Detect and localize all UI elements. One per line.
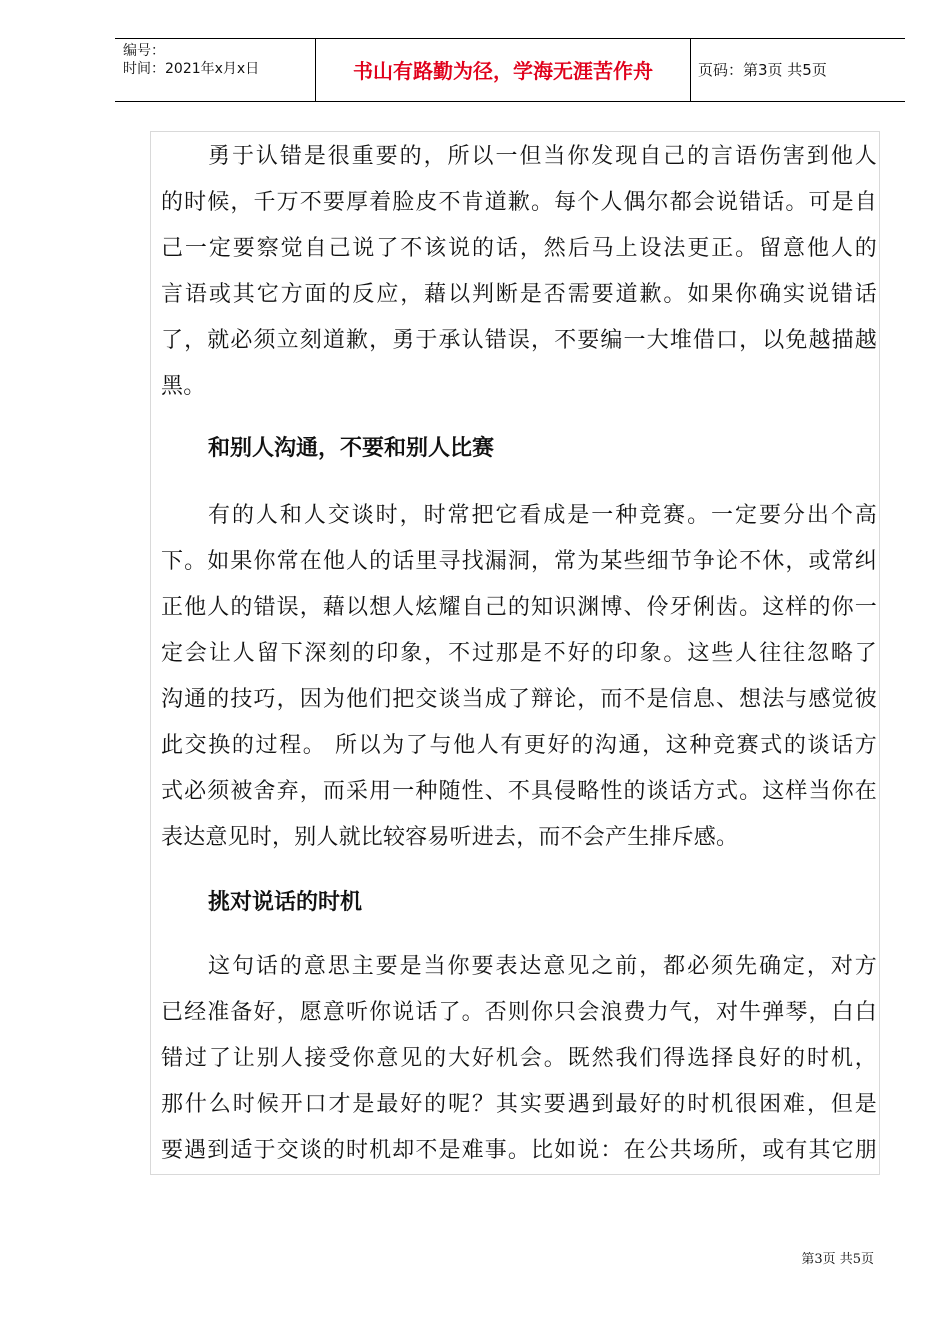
text-line: 己一定要察觉自己说了不该说的话，然后马上设法更正。留意他人的: [161, 236, 877, 261]
text-line: 言语或其它方面的反应，藉以判断是否需要道歉。如果你确实说错话: [161, 282, 877, 307]
page-header: [115, 38, 905, 102]
document-time-label: 时间：2021年x月x日: [123, 61, 260, 77]
page-footer: 第3页 共5页: [801, 1252, 874, 1267]
text-line: 定会让人留下深刻的印象，不过那是不好的印象。这些人往往忽略了: [161, 641, 877, 666]
paragraph: [161, 493, 877, 861]
text-line: 已经准备好，愿意听你说话了。否则你只会浪费力气，对牛弹琴，白白: [161, 1000, 877, 1025]
header-motto: 书山有路勤为径，学海无涯苦作舟: [353, 59, 653, 83]
text-line: 式必须被舍弃，而采用一种随性、不具侵略性的谈话方式。这样当你在: [161, 779, 877, 804]
header-motto-cell: [315, 39, 691, 101]
text-line: 沟通的技巧，因为他们把交谈当成了辩论，而不是信息、想法与感觉彼: [161, 687, 877, 712]
text-line: 此交换的过程。 所以为了与他人有更好的沟通，这种竞赛式的谈话方: [161, 733, 877, 758]
text-line: 正他人的错误，藉以想人炫耀自己的知识渊博、伶牙俐齿。这样的你一: [161, 595, 877, 620]
header-page-code: 页码：第3页 共5页: [698, 61, 827, 79]
text-line: 要遇到适于交谈的时机却不是难事。比如说：在公共场所，或有其它朋: [161, 1138, 877, 1163]
text-line: 表达意见时，别人就比较容易听进去，而不会产生排斥感。: [161, 825, 739, 850]
text-line: 错过了让别人接受你意见的大好机会。既然我们得选择良好的时机，: [161, 1046, 877, 1071]
text-line: 勇于认错是很重要的，所以一但当你发现自己的言语伤害到他人: [208, 144, 877, 169]
document-number-label: 编号：: [123, 43, 165, 59]
paragraph: [161, 944, 877, 1174]
content-frame: [150, 131, 880, 1175]
text-line: 了，就必须立刻道歉，勇于承认错误，不要编一大堆借口，以免越描越: [161, 328, 877, 353]
section-heading: 挑对说话的时机: [208, 890, 363, 915]
text-line: 的时候，千万不要厚着脸皮不肯道歉。每个人偶尔都会说错话。可是自: [161, 190, 877, 215]
text-line: 下。如果你常在他人的话里寻找漏洞，常为某些细节争论不休，或常纠: [161, 549, 877, 574]
paragraph: [161, 134, 877, 410]
text-line: 有的人和人交谈时，时常把它看成是一种竞赛。一定要分出个高: [208, 503, 877, 528]
header-meta: [115, 39, 315, 101]
text-line: 黑。: [161, 374, 206, 399]
text-line: 这句话的意思主要是当你要表达意见之前，都必须先确定，对方: [208, 954, 877, 979]
text-line: 那什么时候开口才是最好的呢？其实要遇到最好的时机很困难，但是: [161, 1092, 877, 1117]
header-page-cell: [690, 39, 905, 101]
section-heading: 和别人沟通，不要和别人比赛: [208, 436, 495, 461]
